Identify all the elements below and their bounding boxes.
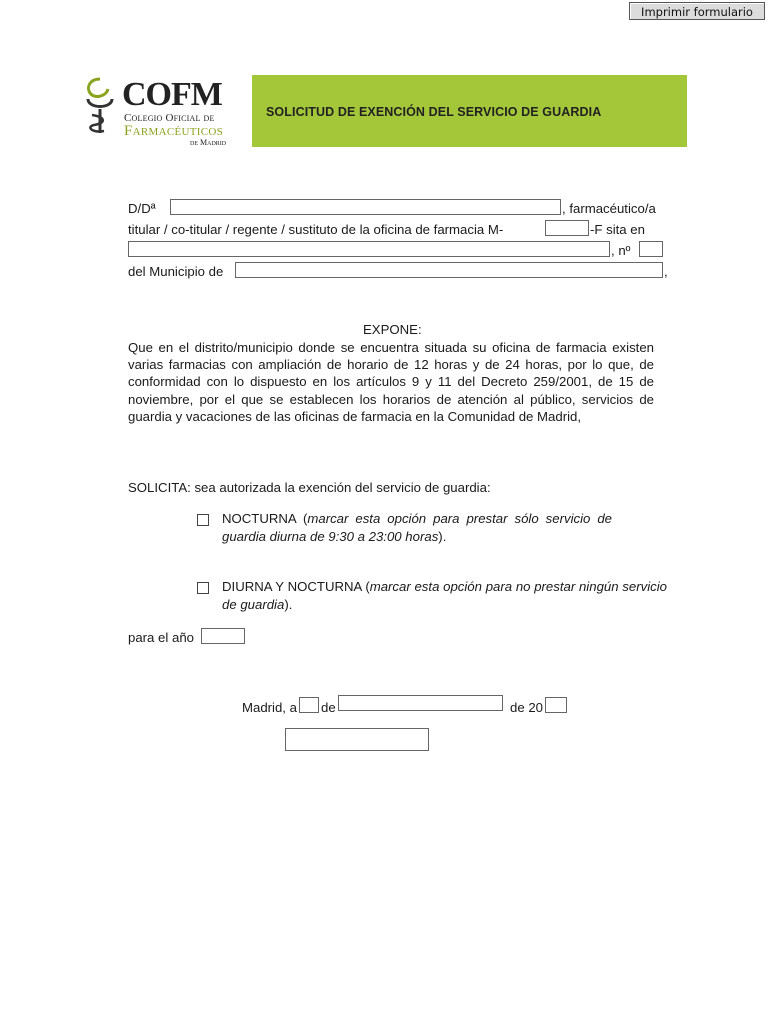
de20-label: de 20 [510,700,544,715]
open-paren: ( [296,511,308,526]
close-paren: ). [438,528,447,544]
logo-line-madrid: de Madrid [190,138,227,147]
name-field[interactable] [170,199,561,215]
street-number-field[interactable] [639,241,663,257]
day-field[interactable] [299,697,319,713]
open-paren: ( [361,579,370,594]
madrid-label: Madrid, a [242,700,297,715]
print-form-button[interactable]: Imprimir formulario [629,2,765,20]
diurna-nocturna-option [222,578,667,613]
expone-text: Que en el distrito/municipio donde se encuentra situada su oficina de farmacia existen varias farmacias con ampliación de horario de 12 horas y de 24 horas, por lo que, de conformidad con lo dispuesto en los artículos 9 y 11 del Decreto 259/2001, de 15 de noviembre, por el que se establecen los horarios de atención al público, servicios de guardia y vacaciones de las oficinas de farmacia en la Comunidad de Madrid, [128,340,654,424]
solicita-text: SOLICITA: sea autorizada la exención del servicio de guardia: [128,480,491,495]
month-field[interactable] [338,695,503,711]
diurna-nocturna-note: marcar esta opción para no prestar ningún servicio de guardia [222,579,667,612]
logo-line-colegio: Colegio Oficial de [124,112,215,124]
caduceus-icon [82,75,118,137]
municipio-label: del Municipio de [128,264,224,279]
municipality-field[interactable] [235,262,663,278]
f-sita-label: -F sita en [590,222,645,237]
nocturna-checkbox[interactable] [197,514,209,526]
dda-label: D/Dª [128,201,156,216]
nocturna-note: marcar esta opción para prestar sólo servicio de guardia diurna de 9:30 a 23:00 horas [222,511,612,544]
address-field[interactable] [128,241,610,257]
titular-label: titular / co-titular / regente / sustituto de la oficina de farmacia M- [128,222,504,237]
title-banner [252,75,687,147]
nocturna-label: NOCTURNA [222,511,296,526]
year-field[interactable] [201,628,245,644]
signature-field[interactable] [285,728,429,751]
pharmacy-code-field[interactable] [545,220,589,236]
farmaceutico-label: , farmacéutico/a [562,201,656,216]
logo-wordmark: COFM [122,76,222,113]
page-title: SOLICITUD DE EXENCIÓN DEL SERVICIO DE GUARDIA [266,105,602,119]
diurna-nocturna-checkbox[interactable] [197,582,209,594]
close-paren: ). [284,596,293,612]
cofm-logo [82,75,242,145]
year-suffix-field[interactable] [545,697,567,713]
logo-line-farmaceuticos: Farmacéuticos [124,123,224,139]
numero-label: , nº [611,243,631,258]
comma-label: , [664,264,668,279]
expone-heading: EXPONE: [363,322,422,337]
year-label: para el año [128,630,194,645]
de-label: de [321,700,336,715]
diurna-nocturna-label: DIURNA Y NOCTURNA [222,579,362,594]
nocturna-option [222,510,612,545]
